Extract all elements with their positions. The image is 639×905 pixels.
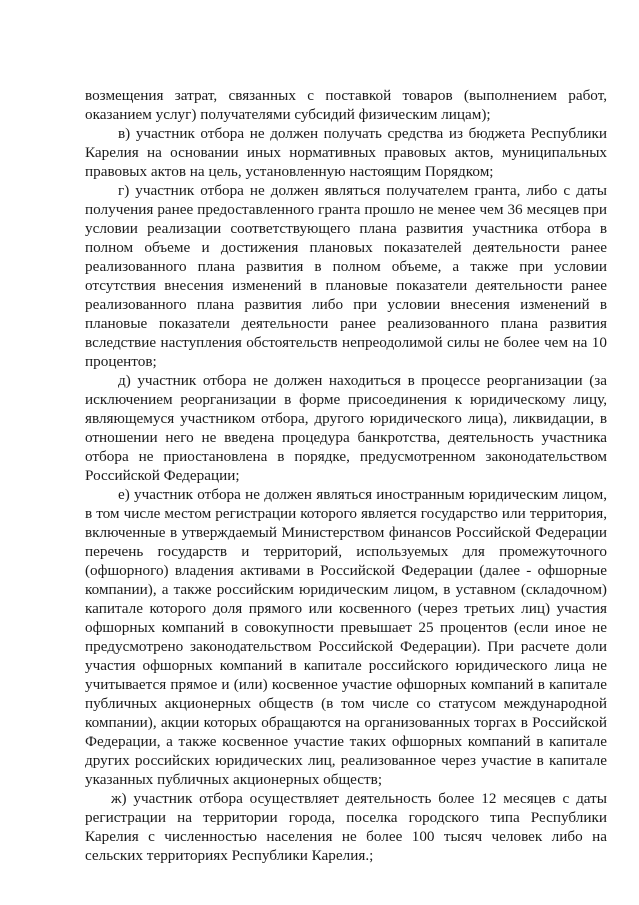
paragraph-item-v: в) участник отбора не должен получать средства из бюджета Республики Карелия на основании иных нормативных правовых актов, муниципальных правовых актов на цель, установленную настоящим Порядком; [85, 125, 607, 180]
paragraph-item-d: д) участник отбора не должен находиться в процессе реорганизации (за исключением реорганизации в форме присоединения к юридическому лицу, являющемуся участником отбора, другого юридического лица), ликвидации, в отношении него не введена процедура банкротства, деятельность участника отбора не приостановлена в порядке, предусмотренном законодательством Российской Федерации; [85, 372, 607, 484]
paragraph-item-zh: ж) участник отбора осуществляет деятельность более 12 месяцев с даты регистрации на территории города, поселка городского типа Республики Карелия с численностью населения не более 100 тысяч человек либо на сельских территориях Республики Карелия.; [85, 790, 607, 864]
document-body [85, 86, 607, 865]
paragraph-item-g: г) участник отбора не должен являться получателем гранта, либо с даты получения ранее предоставленного гранта прошло не менее чем 36 месяцев при условии реализации соответствующего плана развития участника отбора в полном объеме и достижения плановых показателей деятельности ранее реализованного плана развития в полном объеме, а также при условии отсутствия внесения изменений в плановые показатели деятельности ранее реализованного плана развития либо при условии внесения изменений в плановые показатели деятельности ранее реализованного плана развития вследствие наступления обстоятельств непреодолимой силы не более чем на 10 процентов; [85, 182, 607, 370]
paragraph-continuation: возмещения затрат, связанных с поставкой товаров (выполнением работ, оказанием услуг) получателями субсидий физическим лицам); [85, 87, 607, 123]
paragraph-item-e: е) участник отбора не должен являться иностранным юридическим лицом, в том числе местом регистрации которого является государство или территория, включенные в утверждаемый Министерством финансов Российской Федерации перечень государств и территорий, используемых для промежуточного (офшорного) владения активами в Российской Федерации (далее - офшорные компании), а также российским юридическим лицом, в уставном (складочном) капитале которого доля прямого или косвенного (через третьих лиц) участия офшорных компаний в совокупности превышает 25 процентов (если иное не предусмотрено законодательством Российской Федерации). При расчете доли участия офшорных компаний в капитале российского юридического лица не учитывается прямое и (или) косвенное участие офшорных компаний в капитале публичных акционерных обществ (в том числе со статусом международной компании), акции которых обращаются на организованных торгах в Российской Федерации, а также косвенное участие таких офшорных компаний в капитале других российских юридических лиц, реализованное через участие в капитале указанных публичных акционерных обществ; [85, 486, 607, 788]
